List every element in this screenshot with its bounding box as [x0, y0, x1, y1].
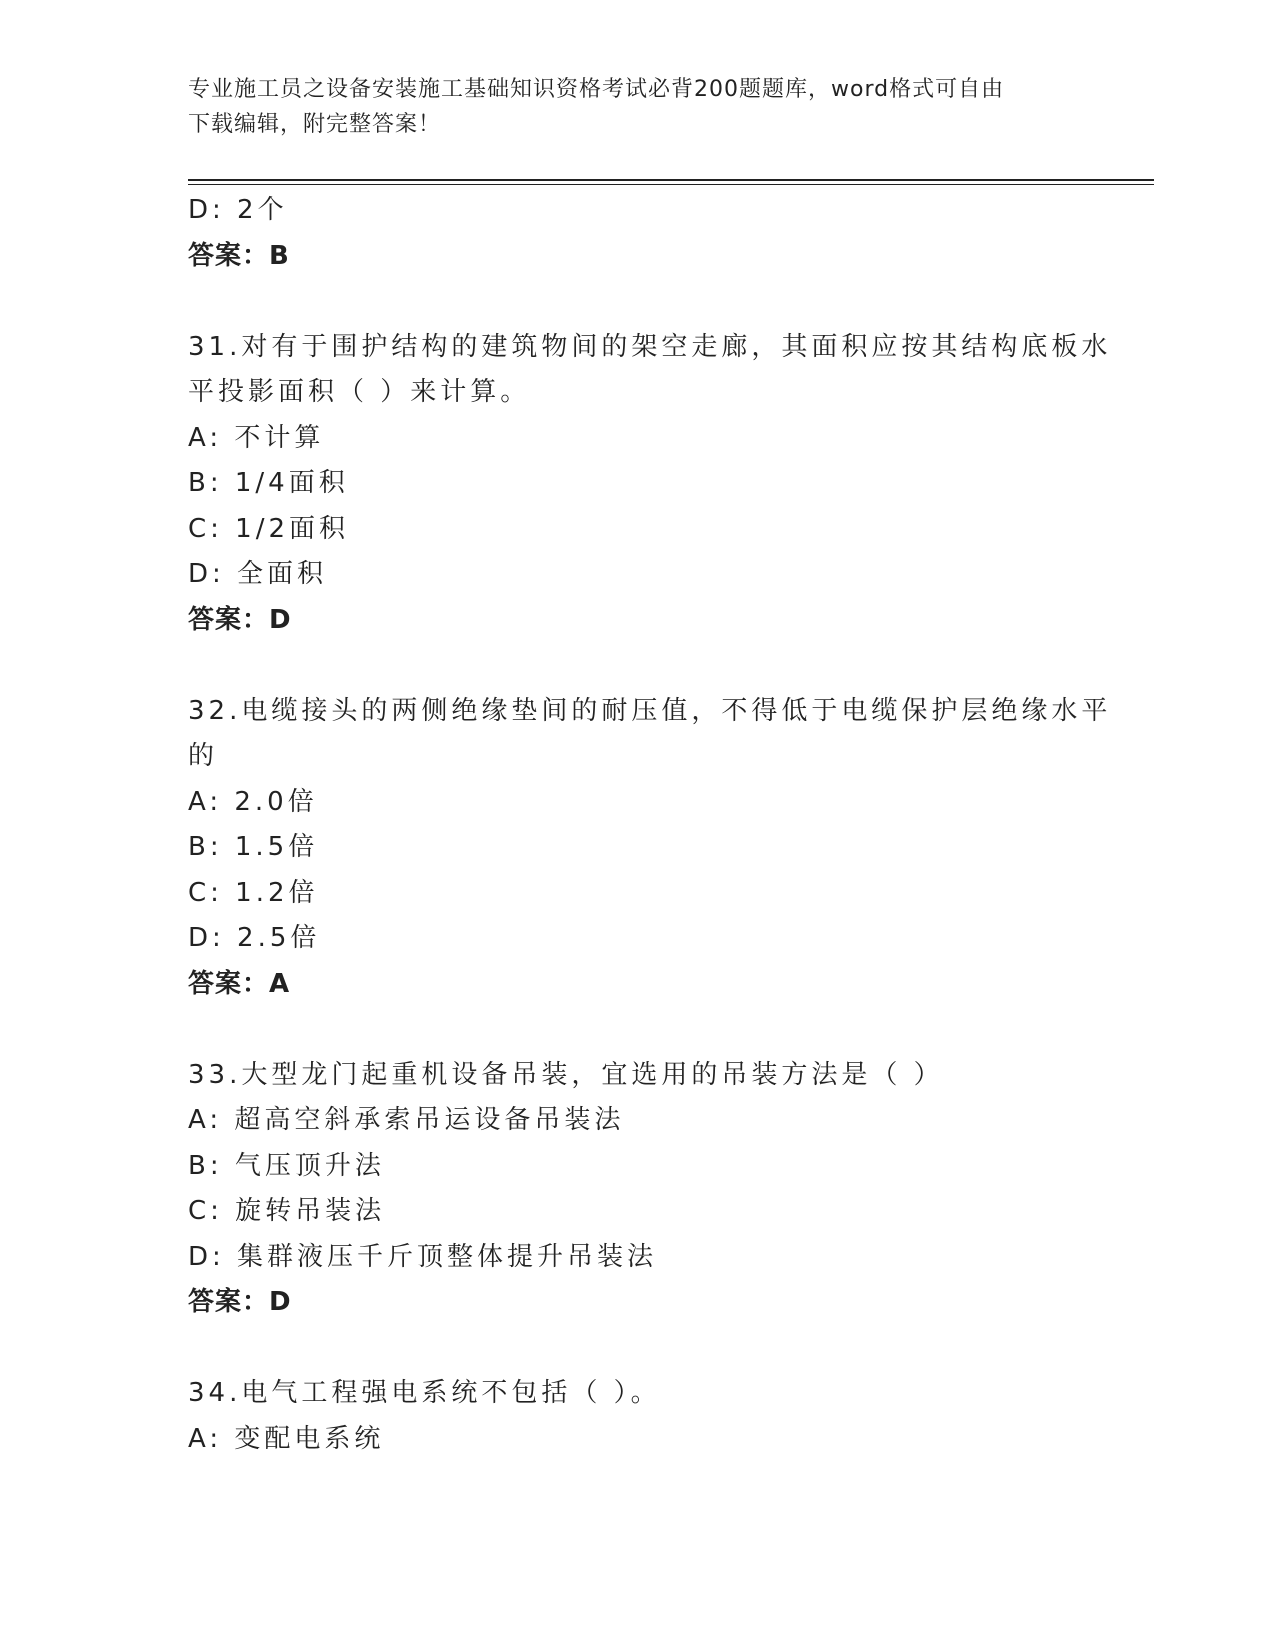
option-b: B: 气压顶升法 — [188, 1150, 385, 1181]
prev-answer: 答案：B — [188, 240, 290, 271]
spacer — [188, 279, 1088, 325]
question-stem: 32.电缆接头的两侧绝缘垫间的耐压值，不得低于电缆保护层绝缘水平 — [188, 695, 1112, 726]
header-divider-thick — [188, 179, 1154, 181]
option-c: C: 1/2面积 — [188, 513, 350, 544]
option-b: B: 1/4面积 — [188, 468, 349, 498]
question-31 — [188, 325, 1112, 644]
question-content — [188, 188, 1112, 1462]
question-stem: 34.电气工程强电系统不包括（ ）。 — [188, 1378, 661, 1408]
option-d: D: 集群液压千斤顶整体提升吊装法 — [188, 1241, 658, 1272]
spacer — [188, 1326, 1088, 1372]
option-a: A: 超高空斜承索吊运设备吊装法 — [188, 1105, 625, 1135]
spacer — [188, 643, 1088, 689]
option-b: B: 1.5倍 — [188, 832, 319, 862]
answer: 答案：A — [188, 968, 291, 999]
spacer — [188, 1007, 1088, 1053]
header-divider-thin — [188, 184, 1154, 185]
option-c: C: 旋转吊装法 — [188, 1196, 386, 1226]
question-stem-continued: 的 — [188, 741, 219, 771]
question-stem: 33.大型龙门起重机设备吊装，宜选用的吊装方法是（ ） — [188, 1059, 944, 1090]
header-title-line-1: 专业施工员之设备安装施工基础知识资格考试必背200题题库，word格式可自由 — [188, 77, 1005, 102]
option-d: D: 全面积 — [188, 559, 328, 589]
answer: 答案：D — [188, 1287, 292, 1317]
header-title-line-2: 下载编辑，附完整答案！ — [188, 112, 442, 137]
question-32 — [188, 689, 1112, 1008]
option-a: A: 不计算 — [188, 422, 325, 453]
question-stem: 31.对有于围护结构的建筑物间的架空走廊，其面积应按其结构底板水 — [188, 331, 1112, 362]
option-a: A: 变配电系统 — [188, 1423, 385, 1454]
answer: 答案：D — [188, 604, 292, 635]
option-a: A: 2.0倍 — [188, 786, 318, 817]
question-34 — [188, 1371, 1088, 1462]
prev-option-d: D: 2个 — [188, 195, 288, 225]
document-header — [188, 72, 1088, 142]
question-33 — [188, 1053, 1088, 1326]
option-c: C: 1.2倍 — [188, 877, 319, 908]
option-d: D: 2.5倍 — [188, 923, 321, 953]
question-stem-continued: 平投影面积（ ）来计算。 — [188, 377, 531, 407]
